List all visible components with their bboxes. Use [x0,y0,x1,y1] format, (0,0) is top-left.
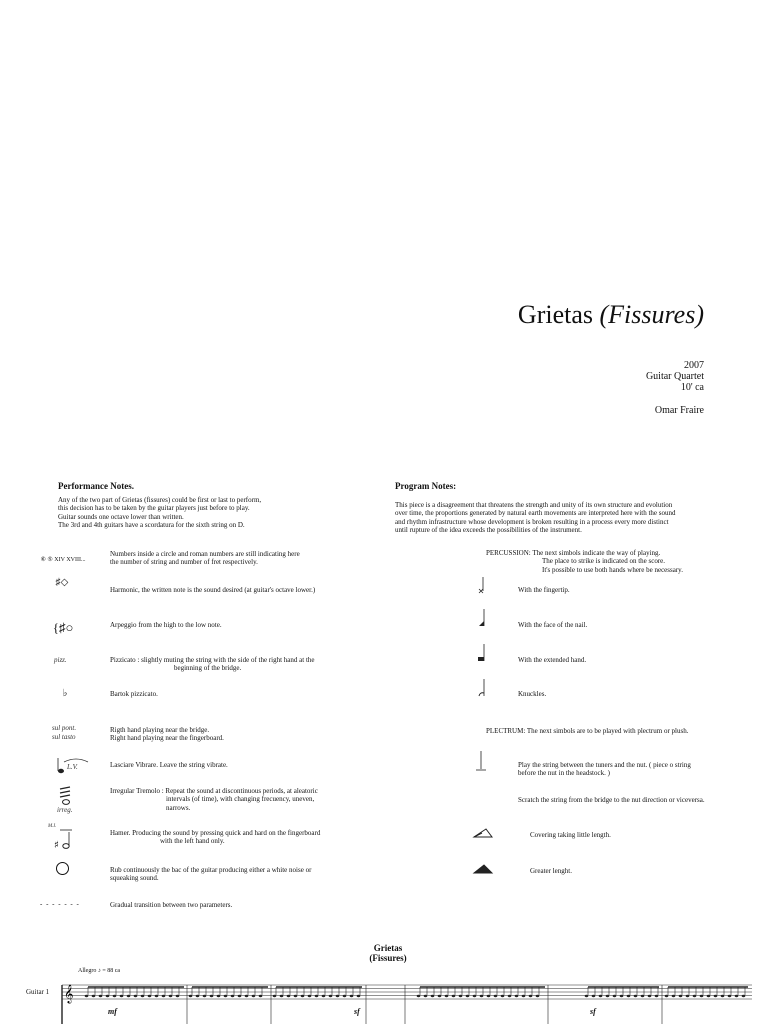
pizz-symbol: pizz. [54,656,67,664]
note-head [217,995,221,997]
note-head [210,995,214,997]
note-head [252,995,256,997]
note-line: Pizzicato : slightly muting the string with the side of the right hand at the [110,656,315,664]
note-line: Irregular Tremolo : Repeat the sound at discontinuous periods, at aleatoric [110,787,318,795]
string-fret-symbol: ⑥ ⑤ XIV XVIII... [40,557,86,563]
note-head [273,995,277,997]
sul-pont-symbol: sul pont. [52,724,77,732]
note-line: Bartok pizzicato. [110,690,158,698]
note-head [508,995,512,997]
note-line: narrows. [166,803,191,812]
note-head [424,995,428,997]
note-head [522,995,526,997]
note-head [162,995,166,997]
harmonic-symbol: ♯◇ [55,577,69,588]
note-head [536,995,540,997]
note-line: Arpeggio from the high to the low note. [110,621,222,629]
intro-line: over time, the proportions generated by natural earth movements are interpreted here with the sound [395,509,676,518]
note-head [280,995,284,997]
note-head [308,995,312,997]
program-notes-header: Program Notes: [395,481,457,491]
dynamic-mf: mf [108,1007,117,1016]
note-line: Numbers inside a circle and roman numbers are still indicating here [110,550,300,558]
note-head [641,995,645,997]
percussion-line: The place to strike is indicated on the score. [542,557,666,566]
note-head [169,995,173,997]
note-head [315,995,319,997]
note-line: Rigth hand playing near the bridge. [110,726,210,734]
note-head [203,995,207,997]
note-head [343,995,347,997]
note-head [120,995,124,997]
perc-fingertip-label: With the fingertip. [518,586,570,594]
intro-line: Guitar sounds one octave lower than written. [58,512,184,521]
arpeggio-symbol: {♯○ [52,620,74,635]
note-head [127,995,131,997]
lv-symbol: L.V. [67,763,78,771]
perc-nail-label: With the face of the nail. [518,621,588,629]
note-head [134,995,138,997]
note-head [529,995,533,997]
note-head [487,995,491,997]
note-head [85,995,89,997]
note-head [679,995,683,997]
intro-line: This piece is a disagreement that threatens the strength and unity of its own structure and evolution [395,501,673,509]
note-line: Lasciare Vibrare. Leave the string vibrate. [110,761,228,769]
note-head [648,995,652,997]
note-head [417,995,421,997]
note-head [336,995,340,997]
plec-greater-label: Greater lenght. [530,867,572,875]
note-line: Right hand playing near the fingerboard. [110,734,224,743]
note-head [700,995,704,997]
note-head [224,995,228,997]
instrument-label: Guitar 1 [26,988,50,996]
note-line: Play the string between the tuners and the nut. ( piece o string [518,761,691,769]
note-line: Rub continuously the bac of the guitar producing either a white noise or [110,866,312,874]
note-head [231,995,235,997]
note-head [99,995,103,997]
note-line: before the nut in the headstock. ) [518,769,610,778]
tempo-marking: Allegro ♪ = 88 ca [78,968,121,974]
note-head [459,995,463,997]
note-head [707,995,711,997]
instrumentation: Guitar Quartet [645,371,704,382]
note-head [672,995,676,997]
intro-line: Any of the two part of Grietas (fissures) could be first or last to perform, [58,496,262,504]
svg-text:♯: ♯ [54,840,59,851]
note-head [329,995,333,997]
irreg-symbol: irreg. [57,806,73,814]
score-title-main: Grietas [373,943,403,953]
note-head [494,995,498,997]
note-head [473,995,477,997]
note-head [350,995,354,997]
performance-notes-header: Performance Notes. [58,481,134,491]
dynamic-sf-1: sf [354,1007,360,1016]
title-main: Grietas [517,300,594,329]
note-head [113,995,117,997]
note-head [155,995,159,997]
note-head [322,995,326,997]
note-line: intervals (of time), with changing frecuency, uneven, [166,795,315,804]
note-line: the number of string and number of fret respectively. [110,558,258,567]
plec-covering-label: Covering taking little length. [530,831,611,839]
note-head [501,995,505,997]
note-line: Hamer. Producing the sound by pressing quick and hard on the fingerboard [110,829,321,837]
note-head [599,995,603,997]
perc-extended-hand-label: With the extended hand. [518,656,587,664]
intro-line: and rhythm infrastructure whose development is broken resulting in a process every more distinct [395,517,669,526]
title-sub: (Fissures) [599,300,704,329]
note-head [106,995,110,997]
note-head [294,995,298,997]
percussion-line: It's possible to use both hands where be necessary. [542,565,683,574]
dynamic-sf-2: sf [590,1007,596,1016]
note-head [620,995,624,997]
note-head [665,995,669,997]
note-head [634,995,638,997]
plectrum-heading: PLECTRUM: The next simbols are to be played with plectrum or plush. [486,727,689,735]
note-head [515,995,519,997]
year: 2007 [684,360,704,371]
note-head [148,995,152,997]
sul-tasto-symbol: sul tasto [52,733,76,741]
note-line: squeaking sound. [110,874,159,883]
duration: 10' ca [680,382,704,393]
note-head [592,995,596,997]
note-head [480,995,484,997]
note-head [431,995,435,997]
note-head [287,995,291,997]
note-head [606,995,610,997]
intro-line: until rupture of the idea exceeds the possibilities of the instrument. [395,525,582,534]
note-head [627,995,631,997]
note-head [238,995,242,997]
score-title-sub: (Fissures) [369,953,407,963]
note-head [357,995,361,997]
note-head [721,995,725,997]
note-line: Gradual transition between two parameters. [110,901,233,909]
note-head [141,995,145,997]
note-head [245,995,249,997]
mi-symbol: M.I. [48,824,57,829]
note-head [452,995,456,997]
note-head [686,995,690,997]
note-head [259,995,263,997]
note-head [445,995,449,997]
note-head [92,995,96,997]
note-head [655,995,659,997]
bartok-symbol: ♭ [62,688,68,699]
note-head [742,995,746,997]
note-head [613,995,617,997]
composer: Omar Fraire [654,405,704,416]
note-head [176,995,180,997]
note-head [735,995,739,997]
note-head [714,995,718,997]
note-line: with the left hand only. [160,837,225,846]
note-head [189,995,193,997]
note-head [693,995,697,997]
percussion-line: PERCUSSION: The next simbols indicate the way of playing. [486,549,661,557]
intro-line: this decision has to be taken by the guitar players just before to play. [58,504,250,513]
transition-dashes-symbol: - - - - - - - [40,900,80,908]
note-head [728,995,732,997]
intro-line: The 3rd and 4th guitars have a scordatura for the sixth string on D. [58,520,245,529]
note-line: beginning of the bridge. [174,664,242,673]
plec-scratch-label: Scratch the string from the bridge to the nut direction or viceversa. [518,796,705,804]
svg-text:𝄞: 𝄞 [64,984,74,1003]
perc-knuckles-label: Knuckles. [518,690,547,698]
note-head [438,995,442,997]
note-head [585,995,589,997]
note-head [301,995,305,997]
note-line: Harmonic, the written note is the sound desired (at guitar's octave lower.) [110,586,316,594]
note-head [466,995,470,997]
note-head [196,995,200,997]
